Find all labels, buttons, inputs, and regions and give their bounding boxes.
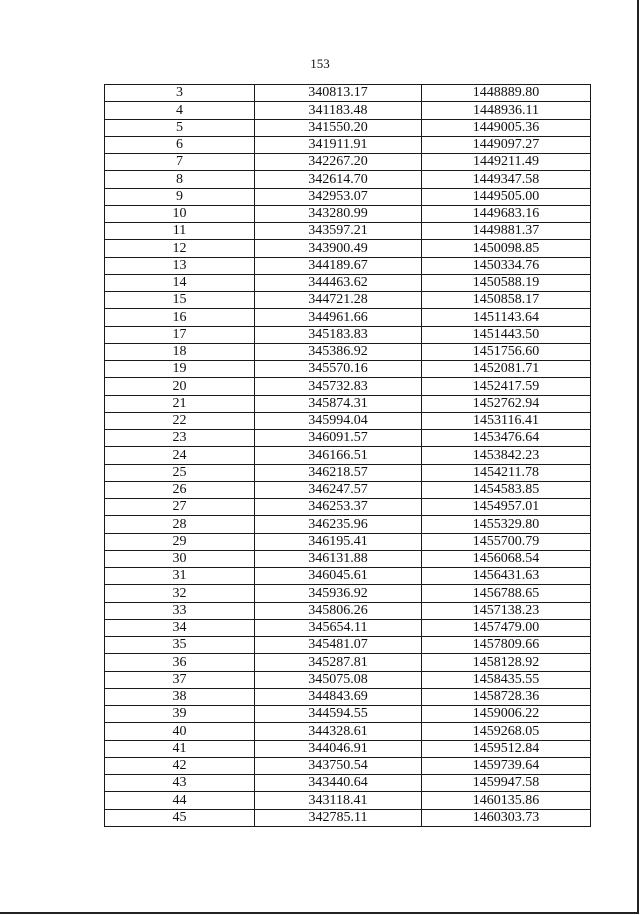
y-coordinate-cell: 1458435.55 (422, 671, 591, 688)
x-coordinate-cell: 345806.26 (255, 602, 422, 619)
point-number-cell: 21 (105, 395, 255, 412)
y-coordinate-cell: 1456068.54 (422, 550, 591, 567)
table-row (105, 447, 591, 464)
table-row (105, 257, 591, 274)
x-coordinate-cell: 344594.55 (255, 706, 422, 723)
x-coordinate-cell: 343280.99 (255, 205, 422, 222)
table-row (105, 637, 591, 654)
table-row (105, 223, 591, 240)
y-coordinate-cell: 1451143.64 (422, 309, 591, 326)
y-coordinate-cell: 1460135.86 (422, 792, 591, 809)
x-coordinate-cell: 345287.81 (255, 654, 422, 671)
x-coordinate-cell: 345654.11 (255, 619, 422, 636)
point-number-cell: 40 (105, 723, 255, 740)
y-coordinate-cell: 1458128.92 (422, 654, 591, 671)
x-coordinate-cell: 345570.16 (255, 361, 422, 378)
y-coordinate-cell: 1449505.00 (422, 188, 591, 205)
point-number-cell: 45 (105, 809, 255, 826)
y-coordinate-cell: 1459947.58 (422, 775, 591, 792)
table-row (105, 136, 591, 153)
x-coordinate-cell: 346131.88 (255, 550, 422, 567)
point-number-cell: 31 (105, 568, 255, 585)
x-coordinate-cell: 343440.64 (255, 775, 422, 792)
y-coordinate-cell: 1457138.23 (422, 602, 591, 619)
point-number-cell: 43 (105, 775, 255, 792)
x-coordinate-cell: 346247.57 (255, 481, 422, 498)
x-coordinate-cell: 340813.17 (255, 85, 422, 102)
table-row (105, 550, 591, 567)
table-row (105, 740, 591, 757)
x-coordinate-cell: 345075.08 (255, 671, 422, 688)
point-number-cell: 19 (105, 361, 255, 378)
x-coordinate-cell: 345183.83 (255, 326, 422, 343)
point-number-cell: 8 (105, 171, 255, 188)
point-number-cell: 30 (105, 550, 255, 567)
y-coordinate-cell: 1450098.85 (422, 240, 591, 257)
point-number-cell: 35 (105, 637, 255, 654)
x-coordinate-cell: 344189.67 (255, 257, 422, 274)
y-coordinate-cell: 1455329.80 (422, 516, 591, 533)
table-row (105, 568, 591, 585)
table-row (105, 516, 591, 533)
x-coordinate-cell: 344843.69 (255, 688, 422, 705)
y-coordinate-cell: 1459268.05 (422, 723, 591, 740)
y-coordinate-cell: 1454583.85 (422, 481, 591, 498)
table-row (105, 671, 591, 688)
point-number-cell: 4 (105, 102, 255, 119)
table-row (105, 154, 591, 171)
x-coordinate-cell: 345936.92 (255, 585, 422, 602)
x-coordinate-cell: 343118.41 (255, 792, 422, 809)
table-row (105, 775, 591, 792)
point-number-cell: 38 (105, 688, 255, 705)
point-number-cell: 24 (105, 447, 255, 464)
x-coordinate-cell: 346235.96 (255, 516, 422, 533)
point-number-cell: 23 (105, 430, 255, 447)
y-coordinate-cell: 1449211.49 (422, 154, 591, 171)
x-coordinate-cell: 344046.91 (255, 740, 422, 757)
y-coordinate-cell: 1459512.84 (422, 740, 591, 757)
x-coordinate-cell: 345732.83 (255, 378, 422, 395)
point-number-cell: 3 (105, 85, 255, 102)
x-coordinate-cell: 346253.37 (255, 499, 422, 516)
x-coordinate-cell: 345386.92 (255, 343, 422, 360)
x-coordinate-cell: 341911.91 (255, 136, 422, 153)
point-number-cell: 25 (105, 464, 255, 481)
x-coordinate-cell: 342614.70 (255, 171, 422, 188)
y-coordinate-cell: 1459739.64 (422, 757, 591, 774)
point-number-cell: 28 (105, 516, 255, 533)
table-row (105, 274, 591, 291)
table-row (105, 205, 591, 222)
coordinate-table (104, 84, 591, 827)
table-row (105, 688, 591, 705)
point-number-cell: 29 (105, 533, 255, 550)
point-number-cell: 9 (105, 188, 255, 205)
table-row (105, 654, 591, 671)
x-coordinate-cell: 345994.04 (255, 412, 422, 429)
point-number-cell: 11 (105, 223, 255, 240)
x-coordinate-cell: 342267.20 (255, 154, 422, 171)
x-coordinate-cell: 343750.54 (255, 757, 422, 774)
y-coordinate-cell: 1453476.64 (422, 430, 591, 447)
point-number-cell: 15 (105, 292, 255, 309)
table-row (105, 585, 591, 602)
y-coordinate-cell: 1454211.78 (422, 464, 591, 481)
x-coordinate-cell: 346091.57 (255, 430, 422, 447)
page-number: 153 (310, 56, 330, 71)
point-number-cell: 10 (105, 205, 255, 222)
y-coordinate-cell: 1457809.66 (422, 637, 591, 654)
table-row (105, 343, 591, 360)
y-coordinate-cell: 1455700.79 (422, 533, 591, 550)
y-coordinate-cell: 1452417.59 (422, 378, 591, 395)
table-row (105, 102, 591, 119)
y-coordinate-cell: 1449347.58 (422, 171, 591, 188)
y-coordinate-cell: 1451756.60 (422, 343, 591, 360)
x-coordinate-cell: 343597.21 (255, 223, 422, 240)
point-number-cell: 36 (105, 654, 255, 671)
table-row (105, 395, 591, 412)
x-coordinate-cell: 341183.48 (255, 102, 422, 119)
table-row (105, 188, 591, 205)
x-coordinate-cell: 344328.61 (255, 723, 422, 740)
point-number-cell: 14 (105, 274, 255, 291)
point-number-cell: 16 (105, 309, 255, 326)
table-row (105, 464, 591, 481)
y-coordinate-cell: 1449881.37 (422, 223, 591, 240)
point-number-cell: 12 (105, 240, 255, 257)
y-coordinate-cell: 1449683.16 (422, 205, 591, 222)
y-coordinate-cell: 1459006.22 (422, 706, 591, 723)
y-coordinate-cell: 1450588.19 (422, 274, 591, 291)
table-row (105, 481, 591, 498)
table-row (105, 171, 591, 188)
y-coordinate-cell: 1453842.23 (422, 447, 591, 464)
table-row (105, 309, 591, 326)
point-number-cell: 37 (105, 671, 255, 688)
table-row (105, 723, 591, 740)
point-number-cell: 32 (105, 585, 255, 602)
table-row (105, 240, 591, 257)
x-coordinate-cell: 344721.28 (255, 292, 422, 309)
x-coordinate-cell: 342785.11 (255, 809, 422, 826)
y-coordinate-cell: 1456788.65 (422, 585, 591, 602)
table-row (105, 792, 591, 809)
table-row (105, 85, 591, 102)
y-coordinate-cell: 1448889.80 (422, 85, 591, 102)
y-coordinate-cell: 1452762.94 (422, 395, 591, 412)
x-coordinate-cell: 345874.31 (255, 395, 422, 412)
table-row (105, 430, 591, 447)
y-coordinate-cell: 1451443.50 (422, 326, 591, 343)
table-row (105, 602, 591, 619)
point-number-cell: 34 (105, 619, 255, 636)
y-coordinate-cell: 1450858.17 (422, 292, 591, 309)
table-row (105, 499, 591, 516)
table-row (105, 378, 591, 395)
table-row (105, 292, 591, 309)
table-row (105, 619, 591, 636)
y-coordinate-cell: 1458728.36 (422, 688, 591, 705)
table-row (105, 809, 591, 826)
point-number-cell: 6 (105, 136, 255, 153)
table-row (105, 412, 591, 429)
y-coordinate-cell: 1448936.11 (422, 102, 591, 119)
x-coordinate-cell: 346218.57 (255, 464, 422, 481)
x-coordinate-cell: 346166.51 (255, 447, 422, 464)
x-coordinate-cell: 343900.49 (255, 240, 422, 257)
point-number-cell: 18 (105, 343, 255, 360)
x-coordinate-cell: 344961.66 (255, 309, 422, 326)
point-number-cell: 44 (105, 792, 255, 809)
point-number-cell: 33 (105, 602, 255, 619)
point-number-cell: 42 (105, 757, 255, 774)
y-coordinate-cell: 1453116.41 (422, 412, 591, 429)
x-coordinate-cell: 346195.41 (255, 533, 422, 550)
point-number-cell: 26 (105, 481, 255, 498)
y-coordinate-cell: 1456431.63 (422, 568, 591, 585)
table-row (105, 326, 591, 343)
point-number-cell: 7 (105, 154, 255, 171)
table-row (105, 361, 591, 378)
point-number-cell: 20 (105, 378, 255, 395)
table-row (105, 757, 591, 774)
table-row (105, 119, 591, 136)
y-coordinate-cell: 1449005.36 (422, 119, 591, 136)
y-coordinate-cell: 1457479.00 (422, 619, 591, 636)
y-coordinate-cell: 1460303.73 (422, 809, 591, 826)
x-coordinate-cell: 342953.07 (255, 188, 422, 205)
x-coordinate-cell: 341550.20 (255, 119, 422, 136)
point-number-cell: 39 (105, 706, 255, 723)
point-number-cell: 5 (105, 119, 255, 136)
point-number-cell: 27 (105, 499, 255, 516)
x-coordinate-cell: 346045.61 (255, 568, 422, 585)
x-coordinate-cell: 345481.07 (255, 637, 422, 654)
y-coordinate-cell: 1454957.01 (422, 499, 591, 516)
point-number-cell: 13 (105, 257, 255, 274)
point-number-cell: 17 (105, 326, 255, 343)
table-body (105, 85, 591, 827)
x-coordinate-cell: 344463.62 (255, 274, 422, 291)
y-coordinate-cell: 1452081.71 (422, 361, 591, 378)
y-coordinate-cell: 1450334.76 (422, 257, 591, 274)
table-row (105, 533, 591, 550)
y-coordinate-cell: 1449097.27 (422, 136, 591, 153)
table-row (105, 706, 591, 723)
point-number-cell: 41 (105, 740, 255, 757)
point-number-cell: 22 (105, 412, 255, 429)
